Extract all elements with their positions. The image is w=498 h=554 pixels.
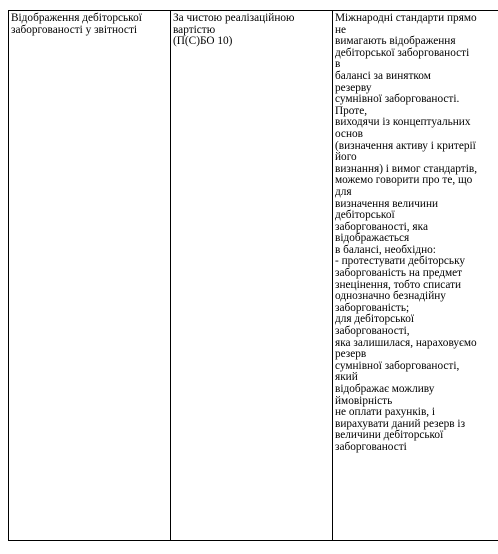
text-line: вирахувати даний резерв із [335,417,466,430]
text-line: основ [335,127,363,140]
text-line: можемо говорити про те, що [335,174,473,187]
text-line: в балансі, необхідно: [335,243,436,256]
text-line: заборгованості, яка [335,220,428,233]
text-line: заборгованість на предмет [335,267,463,280]
text-line: балансі за винятком [335,69,431,82]
comparison-table [8,10,498,541]
text-line: вартістю [173,23,216,36]
cell-international-standards [333,11,498,541]
text-line: не оплати рахунків, і [335,406,436,419]
text-line: величини дебіторської [335,429,444,442]
text-line: резерв [335,348,367,361]
text-line: сумнівної заборгованості. [335,93,460,106]
text-line: яка залишилася, нараховуємо [335,336,477,349]
text-line: За чистою реалізаційною [173,12,295,24]
text-line: в [335,58,341,71]
text-line: визнання) і вимог стандартів, [335,162,478,175]
text-line: для [335,185,352,198]
text-line: заборгованості, [335,325,410,338]
text-line: резерву [335,81,372,94]
text-line: виходячи із концептуальних [335,116,471,129]
text-line: який [335,371,358,384]
text-line: однозначно безнадійну [335,290,446,303]
text-line: Відображення дебіторської [11,12,142,24]
text-line: Проте, [335,104,368,117]
text-line: відображається [335,232,410,245]
cell-reporting [9,11,171,541]
text-line: заборгованості [335,440,407,453]
text-line: знецінення, тобто списати [335,278,462,291]
text-line: вимагають відображення [335,35,456,48]
cell-national-standard [171,11,333,541]
text-line: для дебіторської [335,313,415,326]
text-line: - протестувати дебіторську [335,255,466,268]
text-line: (визначення активу і критерії [335,139,476,152]
table-row [9,11,498,541]
text-line: відображає можливу [335,383,435,395]
text-line: заборгованість; [335,301,410,314]
text-line: його [335,151,357,164]
text-line: заборгованості у звітності [11,23,138,36]
text-line: (П(С)БО 10) [173,35,233,48]
text-line: ймовірність [335,394,393,407]
text-line: дебіторської [335,209,395,222]
text-line: дебіторської заборгованості [335,46,470,59]
text-line: Міжнародні стандарти прямо [335,12,477,24]
text-line: визначення величини [335,197,439,210]
text-line: сумнівної заборгованості, [335,359,460,372]
text-line: не [335,23,347,36]
